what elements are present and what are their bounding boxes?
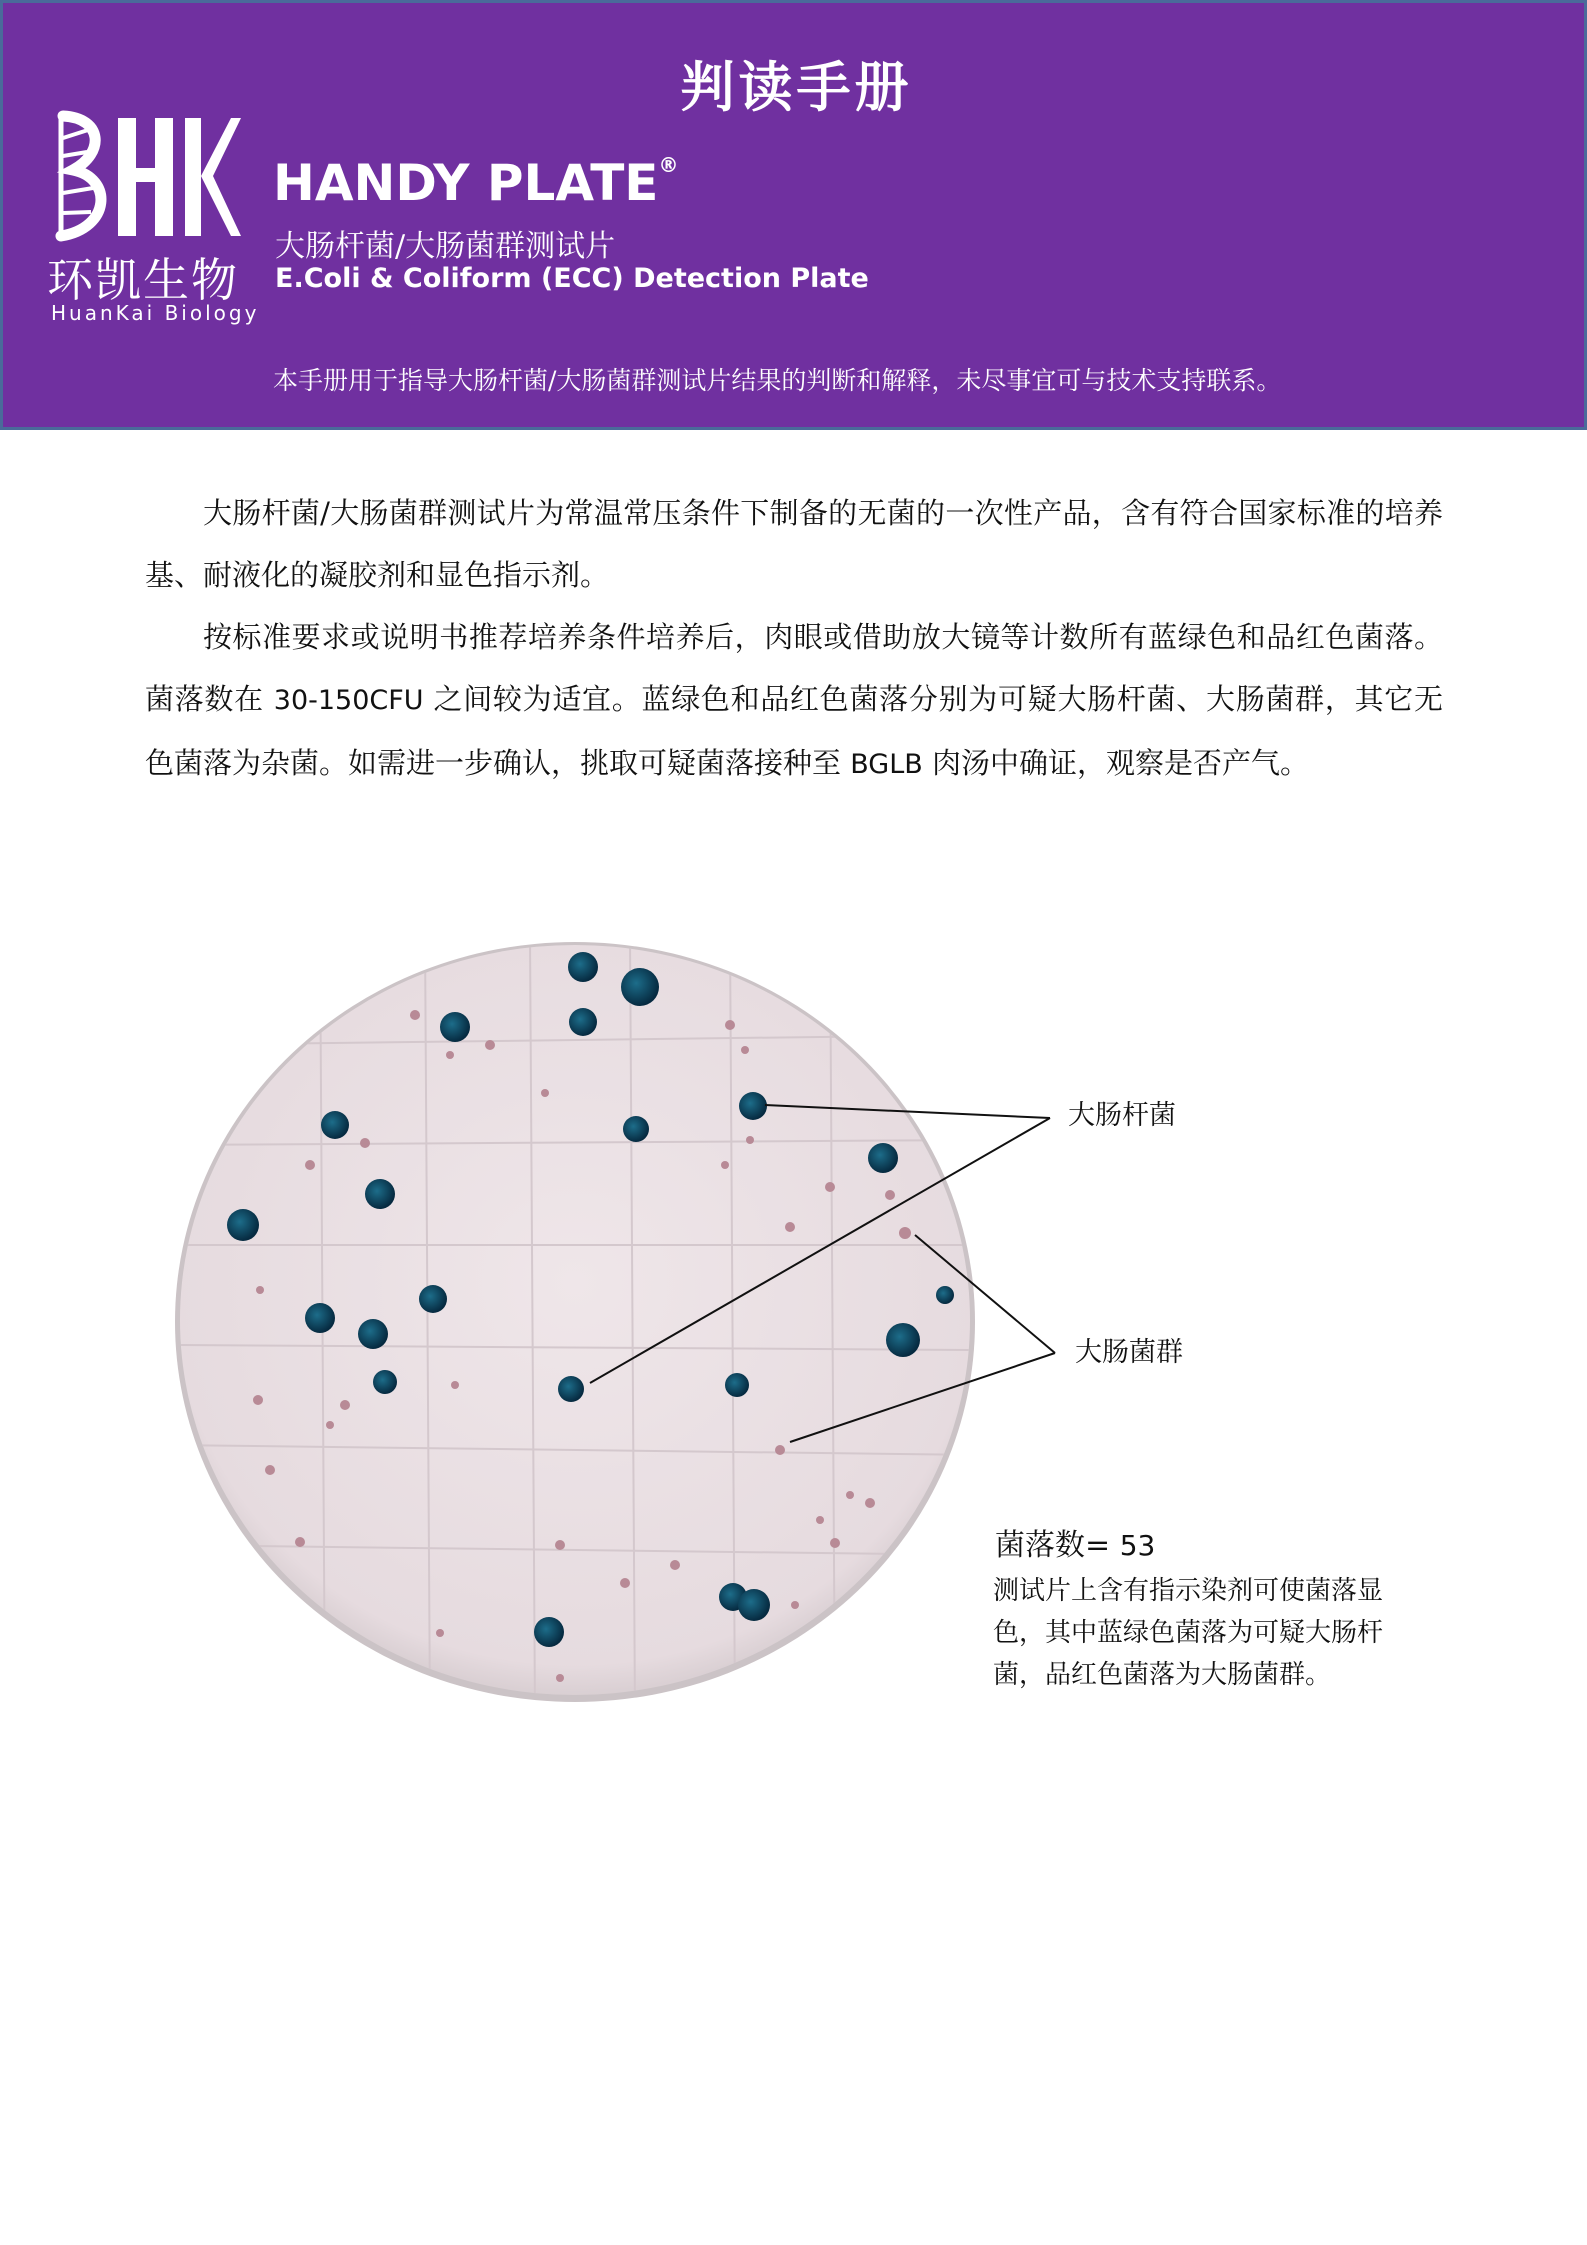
company-logo [43,108,260,325]
paragraph-instructions [145,606,1443,796]
red-colony [791,1601,799,1609]
red-colony [865,1498,875,1508]
red-colony [555,1540,565,1550]
red-colony [485,1040,495,1050]
instructions-text-c: 肉汤中确证，观察是否产气。 [922,746,1310,780]
red-colony [253,1395,263,1405]
red-colony [785,1222,795,1232]
bglb-medium: BGLB [850,749,923,780]
blue-colony [365,1179,395,1209]
blue-colony [725,1373,749,1397]
red-colony [436,1629,444,1637]
blue-colony [623,1116,649,1142]
cfu-range: 30-150CFU [273,685,424,716]
blue-colony [373,1370,397,1394]
red-colony [556,1674,564,1682]
document-title: 判读手册 [680,55,913,119]
colony-count-label: 菌落数= [995,1528,1111,1563]
blue-colony [886,1323,920,1357]
red-colony [746,1136,754,1144]
blue-colony [569,1008,597,1036]
logo-mark-icon [43,108,243,248]
blue-colony [534,1617,564,1647]
red-colony [340,1400,350,1410]
red-colony [620,1578,630,1588]
red-colony [451,1381,459,1389]
header-banner [0,0,1587,430]
instructions-text-b: 之间较为适宜。蓝绿色和品红色菌落分别为可疑大肠杆菌、大肠菌群，其它无色菌落为杂菌。如需进一步确认，挑取可疑菌落接种至 [145,682,1443,780]
red-colony [256,1286,264,1294]
red-colony [885,1190,895,1200]
red-colony [816,1516,824,1524]
red-colony [446,1051,454,1059]
label-ecoli: 大肠杆菌 [1068,1100,1176,1131]
red-colony [410,1010,420,1020]
red-colony [825,1182,835,1192]
colony-count-value: 53 [1119,1529,1156,1562]
red-colony [846,1491,854,1499]
product-name-en: E.Coli & Coliform (ECC) Detection Plate [275,263,869,294]
red-colony [670,1560,680,1570]
red-colony [775,1445,785,1455]
red-colony [899,1227,911,1239]
blue-colony [739,1092,767,1120]
instructions-text-a: 按标准要求或说明书推荐培养条件培养后，肉眼或借助放大镜等计数所有蓝绿色和品红色菌落。菌落数在 [145,620,1443,716]
red-colony [326,1421,334,1429]
product-name-cn: 大肠杆菌/大肠菌群测试片 [275,229,616,264]
red-colony [725,1020,735,1030]
brand-text: HANDY PLATE [273,154,659,212]
red-colony [721,1161,729,1169]
red-colony [305,1160,315,1170]
figure-caption: 测试片上含有指示染剂可使菌落显色，其中蓝绿色菌落为可疑大肠杆菌，品红色菌落为大肠菌群。 [993,1576,1384,1690]
red-colony [295,1537,305,1547]
blue-colony [305,1303,335,1333]
blue-colony [738,1589,770,1621]
colony-count [995,1520,1155,1564]
blue-colony [227,1209,259,1241]
red-colony [830,1538,840,1548]
label-coliform: 大肠菌群 [1075,1337,1183,1368]
blue-colony [558,1376,584,1402]
red-colony [541,1089,549,1097]
registered-mark: ® [658,153,679,177]
body-text [145,482,1443,796]
logo-name-en: HuanKai Biology [51,301,260,325]
logo-name-cn: 环凯生物 [47,253,239,307]
test-plate [180,945,970,1695]
blue-colony [419,1285,447,1313]
blue-colony [321,1111,349,1139]
blue-colony [440,1012,470,1042]
red-colony [360,1138,370,1148]
brand-name [273,153,678,212]
red-colony [265,1465,275,1475]
blue-colony [936,1286,954,1304]
manual-purpose-note: 本手册用于指导大肠杆菌/大肠菌群测试片结果的判断和解释，未尽事宜可与技术支持联系。 [273,366,1282,395]
paragraph-intro: 大肠杆菌/大肠菌群测试片为常温常压条件下制备的无菌的一次性产品，含有符合国家标准的培养基、耐液化的凝胶剂和显色指示剂。 [145,496,1443,592]
blue-colony [568,952,598,982]
blue-colony [358,1319,388,1349]
red-colony [741,1046,749,1054]
blue-colony [868,1143,898,1173]
blue-colony [621,968,659,1006]
